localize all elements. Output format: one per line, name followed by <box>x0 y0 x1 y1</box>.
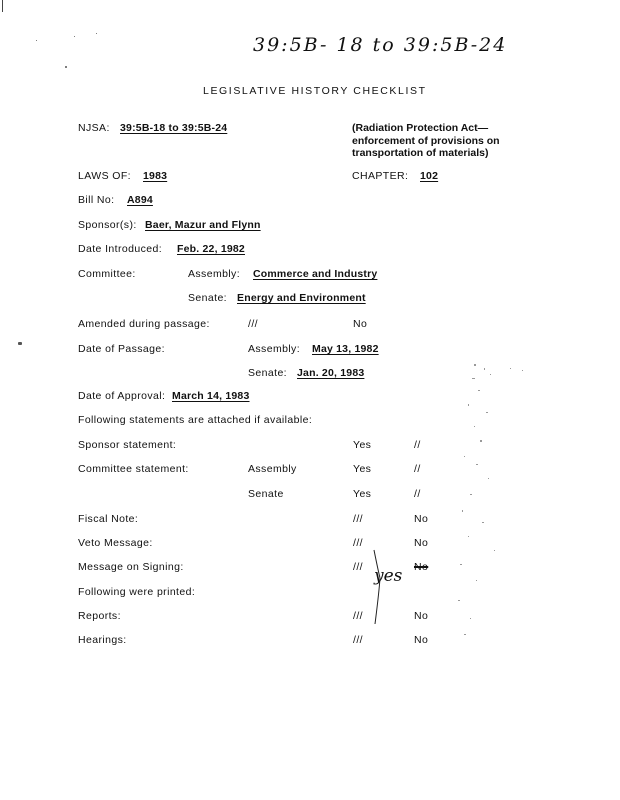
committee-senate-value: Energy and Environment <box>237 292 366 304</box>
message-on-signing-label: Message on Signing: <box>78 561 184 573</box>
date-of-approval-value: March 14, 1983 <box>172 390 250 402</box>
passage-senate-value: Jan. 20, 1983 <box>297 367 365 379</box>
margin-noise-icon <box>450 360 540 650</box>
fiscal-note-no: No <box>414 513 429 525</box>
committee-statement-label: Committee statement: <box>78 463 189 475</box>
veto-message-label: Veto Message: <box>78 537 153 549</box>
fiscal-note-yes: /// <box>353 513 363 525</box>
handwritten-stroke-icon <box>368 548 388 628</box>
veto-message-yes: /// <box>353 537 363 549</box>
message-on-signing-struck-no: No <box>414 561 429 573</box>
scan-edge-mark <box>2 0 3 12</box>
committee-senate-label: Senate: <box>188 292 227 304</box>
scan-speck <box>65 66 67 68</box>
bill-no-value: A894 <box>127 194 153 206</box>
committee-statement-senate: Senate <box>248 488 284 500</box>
scan-speck <box>36 40 37 41</box>
passage-assembly-label: Assembly: <box>248 343 301 355</box>
attached-heading: Following statements are attached if available: <box>78 414 313 426</box>
fiscal-note-label: Fiscal Note: <box>78 513 139 525</box>
sponsors-value: Baer, Mazur and Flynn <box>145 219 261 231</box>
bill-no-label: Bill No: <box>78 194 115 206</box>
laws-of-label: LAWS OF: <box>78 170 131 182</box>
committee-statement-yes-1: Yes <box>353 463 372 475</box>
amended-no-mark: No <box>353 318 368 330</box>
passage-assembly-value: May 13, 1982 <box>312 343 379 355</box>
sponsors-label: Sponsor(s): <box>78 219 137 231</box>
handwritten-statute-range: 39:5B- 18 to 39:5B-24 <box>253 34 508 56</box>
description-line: (Radiation Protection Act— <box>352 122 489 134</box>
reports-label: Reports: <box>78 610 121 622</box>
laws-of-value: 1983 <box>143 170 168 182</box>
njsa-label: NJSA: <box>78 122 110 134</box>
act-description <box>352 122 500 160</box>
chapter-label: CHAPTER: <box>352 170 409 182</box>
veto-message-no: No <box>414 537 429 549</box>
message-on-signing-yes: /// <box>353 561 363 573</box>
amended-yes-mark: /// <box>248 318 258 330</box>
committee-assembly-value: Commerce and Industry <box>253 268 378 280</box>
reports-no: No <box>414 610 429 622</box>
committee-label: Committee: <box>78 268 136 280</box>
hearings-yes: /// <box>353 634 363 646</box>
committee-statement-no-1: // <box>414 463 421 475</box>
hearings-label: Hearings: <box>78 634 127 646</box>
description-line: enforcement of provisions on <box>352 134 500 147</box>
sponsor-statement-no: // <box>414 439 421 451</box>
chapter-value: 102 <box>420 170 439 182</box>
sponsor-statement-label: Sponsor statement: <box>78 439 177 451</box>
committee-statement-assembly: Assembly <box>248 463 297 475</box>
scan-speck <box>96 33 97 34</box>
handwritten-yes: yes <box>374 566 403 586</box>
date-of-passage-label: Date of Passage: <box>78 343 165 355</box>
date-introduced-value: Feb. 22, 1982 <box>177 243 245 255</box>
amended-label: Amended during passage: <box>78 318 210 330</box>
sponsor-statement-yes: Yes <box>353 439 372 451</box>
reports-yes: /// <box>353 610 363 622</box>
scan-speck <box>74 36 75 37</box>
committee-statement-no-2: // <box>414 488 421 500</box>
hearings-no: No <box>414 634 429 646</box>
page-title: LEGISLATIVE HISTORY CHECKLIST <box>203 85 427 97</box>
njsa-value: 39:5B-18 to 39:5B-24 <box>120 122 228 134</box>
printed-heading: Following were printed: <box>78 586 196 598</box>
scan-speck <box>18 342 22 345</box>
description-line: transportation of materials) <box>352 147 489 159</box>
committee-assembly-label: Assembly: <box>188 268 241 280</box>
passage-senate-label: Senate: <box>248 367 287 379</box>
committee-statement-yes-2: Yes <box>353 488 372 500</box>
date-introduced-label: Date Introduced: <box>78 243 163 255</box>
date-of-approval-label: Date of Approval: <box>78 390 166 402</box>
